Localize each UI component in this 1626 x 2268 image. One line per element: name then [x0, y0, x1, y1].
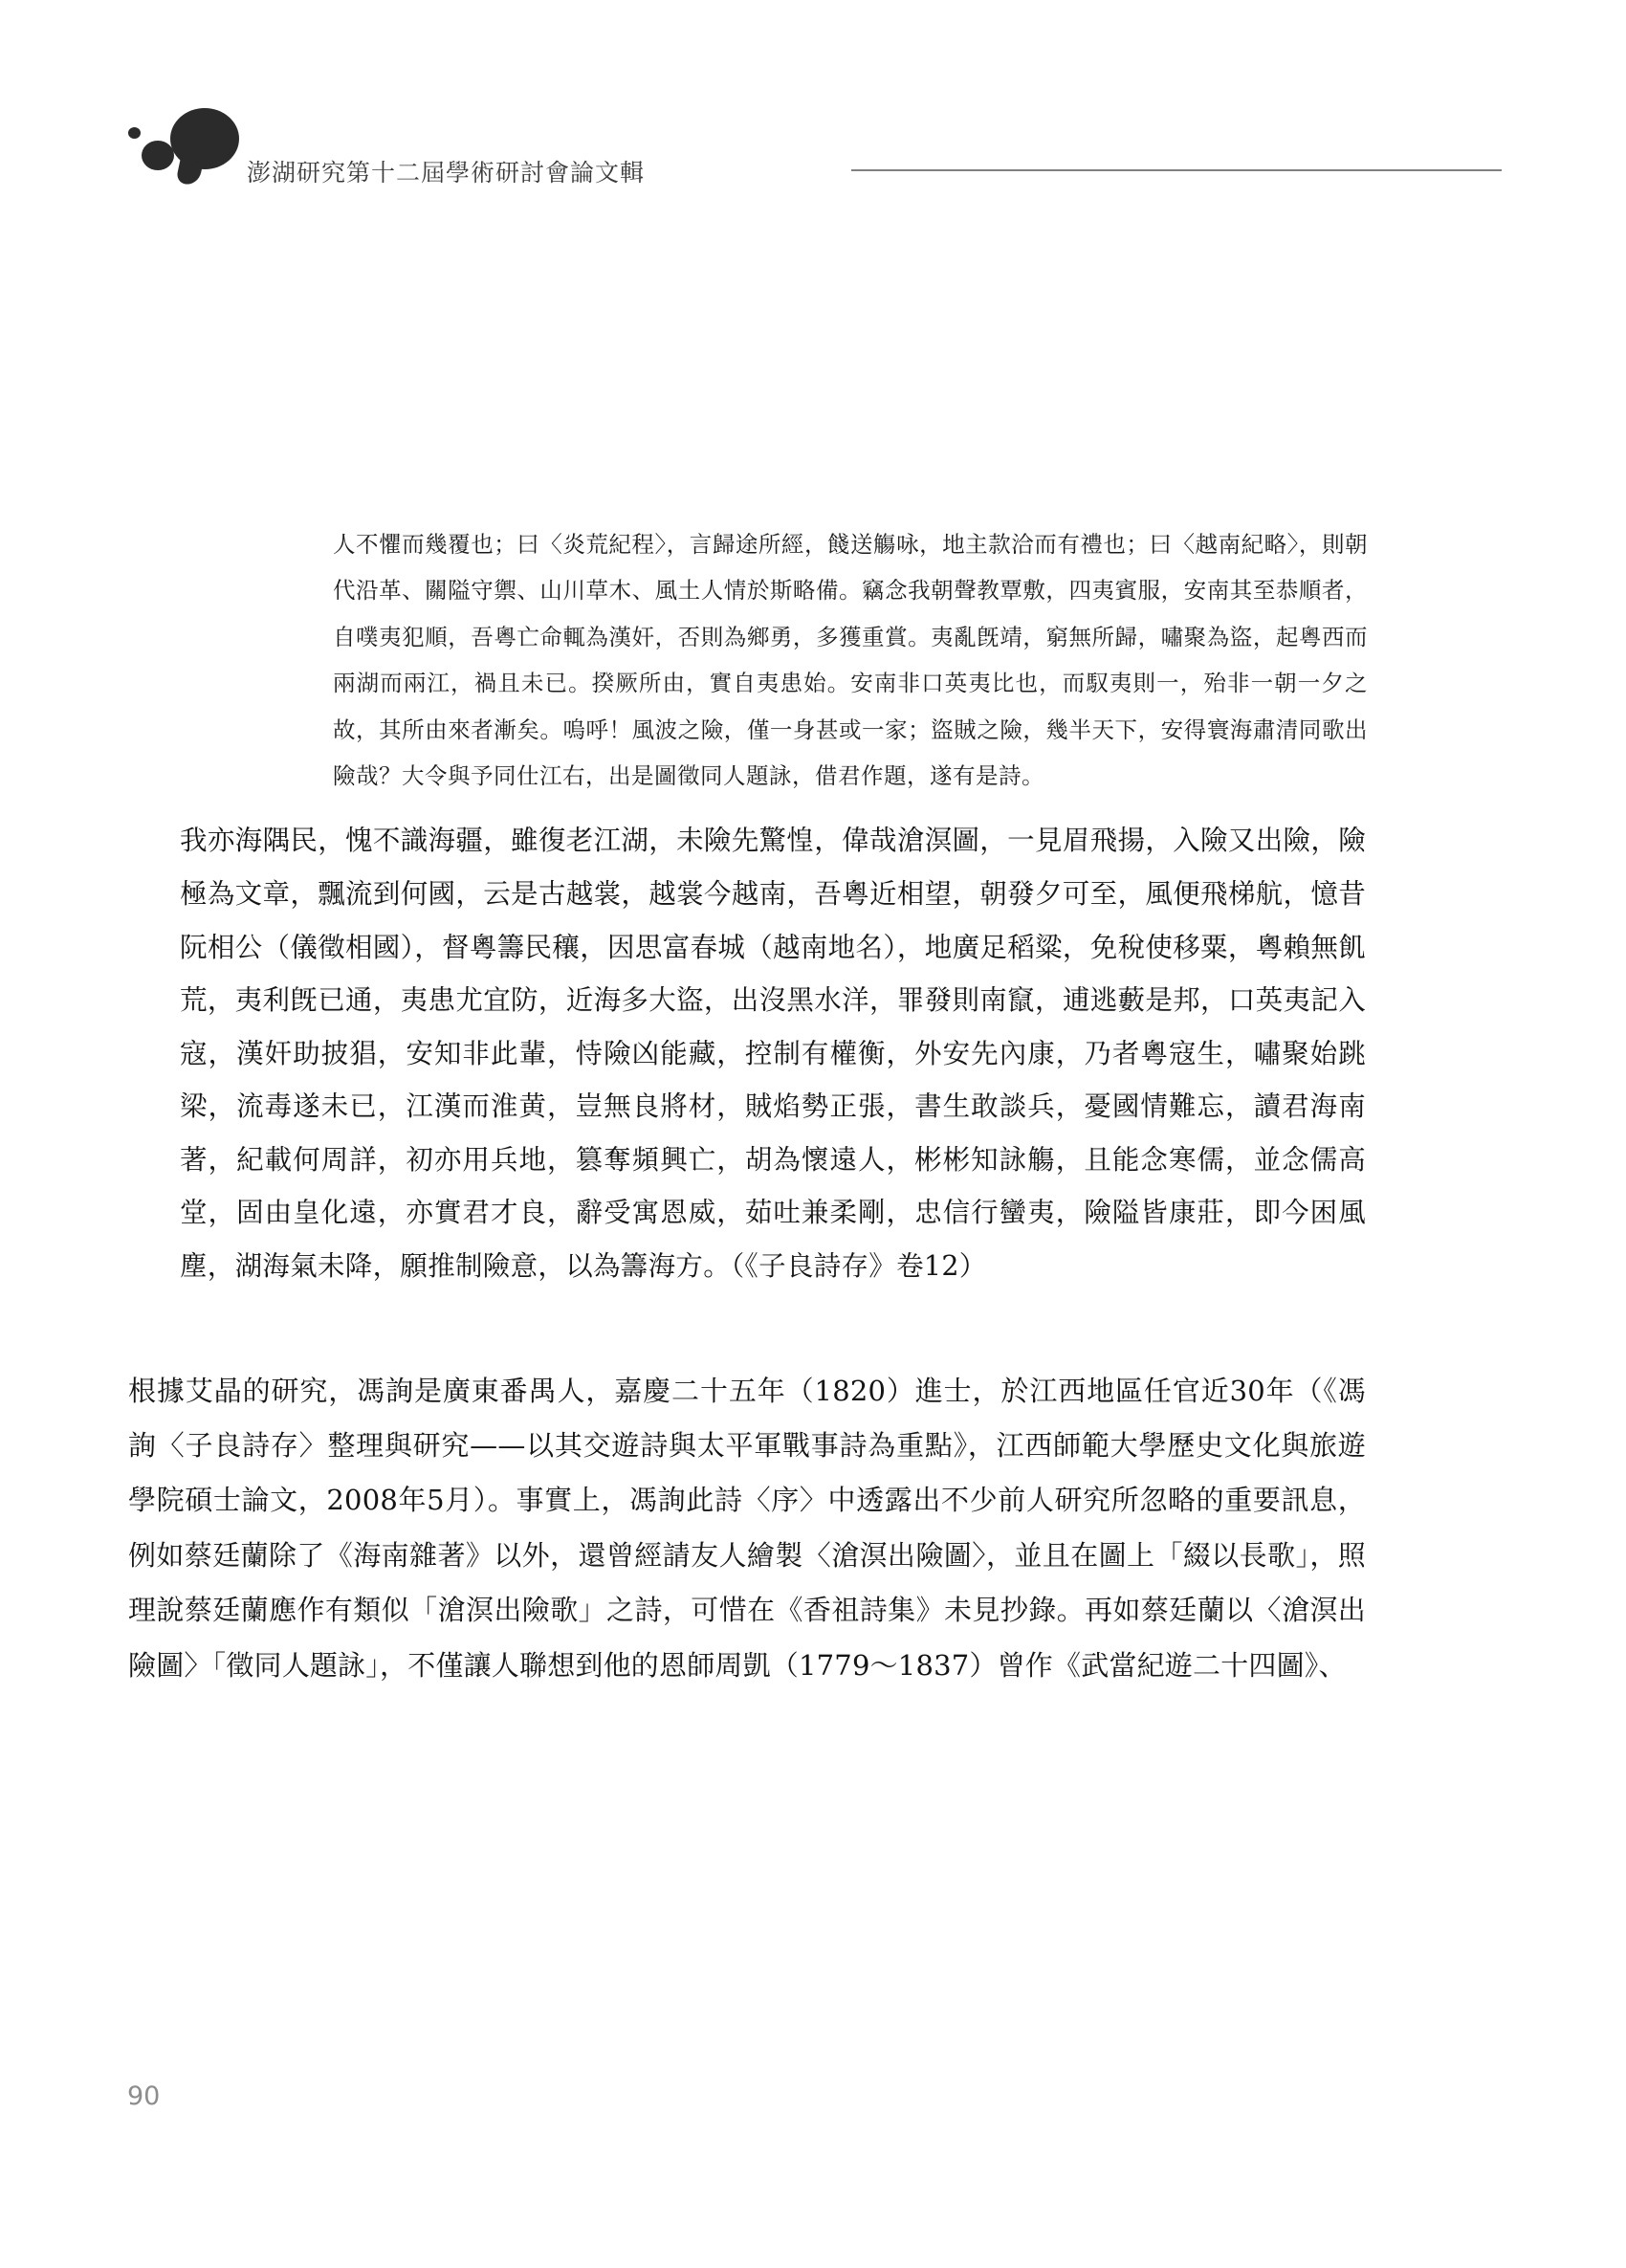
poem-block [180, 814, 1395, 1292]
quoted-preface-block [180, 521, 1395, 799]
poem-text: 我亦海隅民，愧不識海疆，雖復老江湖，未險先驚惶，偉哉滄溟圖，一見眉飛揚，入險又出險，險極為文章，飄流到何國，云是古越裳，越裳今越南，吾粵近相望，朝發夕可至，風便飛梯航，憶昔阮相公（儀徵相國），督粵籌民穰，因思富春城（越南地名），地廣足稻粱，免稅使移粟，粵賴無飢荒，夷利旣已通，夷患尤宜防，近海多大盜，出沒黑水洋，罪發則南竄，逋逃藪是邦，口英夷記入寇，漢奸助披猖，安知非此輩，恃險凶能藏，控制有權衡，外安先內康，乃者粵寇生，嘯聚始跳梁，流毒遂未已，江漢而淮黄，豈無良將材，賊焰勢正張，書生敢談兵，憂國情難忘，讀君海南著，紀載何周詳，初亦用兵地，篡奪頻興亡，胡為懷遠人，彬彬知詠觴，且能念寒儒，並念儒高堂，固由皇化遠，亦實君才良，辭受寓恩威，茹吐兼柔剛，忠信行蠻夷，險隘皆康莊，即今困風塵，湖海氣未降，願推制險意，以為籌海方。（《子良詩存》卷12） [180, 825, 1366, 1282]
page-number: 90 [127, 2081, 161, 2111]
header-title: 澎湖研究第十二屆學術研討會論文輯 [247, 159, 646, 187]
speech-bubble-small [128, 127, 141, 139]
speech-bubble-icon [124, 100, 249, 206]
quoted-preface-text: 人不懼而幾覆也；曰〈炎荒紀程〉，言歸途所經，餞送觴咏，地主款洽而有禮也；曰〈越南紀略〉，則朝代沿革、關隘守禦、山川草木、風土人情於斯略備。竊念我朝聲教覃敷，四夷賓服，安南其至恭順者，自噗夷犯順，吾粵亡命輒為漢奸，否則為鄉勇，多獲重賞。夷亂旣靖，窮無所歸，嘯聚為盜，起粵西而兩湖而兩江，禍且未已。揆厥所由，實自夷患始。安南非口英夷比也，而馭夷則一，殆非一朝一夕之故，其所由來者漸矣。嗚呼！風波之險，僅一身甚或一家；盜賊之險，幾半天下，安得寰海肅清同歌出險哉？大令與予同仕江右，出是圖徵同人題詠，借君作題，遂有是詩。 [333, 531, 1368, 790]
speech-bubble-large [170, 108, 239, 169]
header-divider [851, 169, 1502, 171]
page-content [128, 521, 1395, 1693]
speech-bubble-medium [142, 141, 174, 170]
page-header [124, 100, 1502, 225]
discussion-block [128, 1364, 1395, 1693]
discussion-text: 根據艾晶的研究，馮詢是廣東番禺人，嘉慶二十五年（1820）進士，於江西地區任官近30年（《馮詢〈子良詩存〉整理與研究——以其交遊詩與太平軍戰事詩為重點》，江西師範大學歷史文化與旅遊學院碩士論文，2008年5月）。事實上，馮詢此詩〈序〉中透露出不少前人研究所忽略的重要訊息，例如蔡廷蘭除了《海南雜著》以外，還曾經請友人繪製〈滄溟出險圖〉，並且在圖上「綴以長歌」，照理說蔡廷蘭應作有類似「滄溟出險歌」之詩，可惜在《香祖詩集》未見抄錄。再如蔡廷蘭以〈滄溟出險圖〉「徵同人題詠」，不僅讓人聯想到他的恩師周凱（1779～1837）曾作《武當紀遊二十四圖》、 [128, 1374, 1366, 1682]
